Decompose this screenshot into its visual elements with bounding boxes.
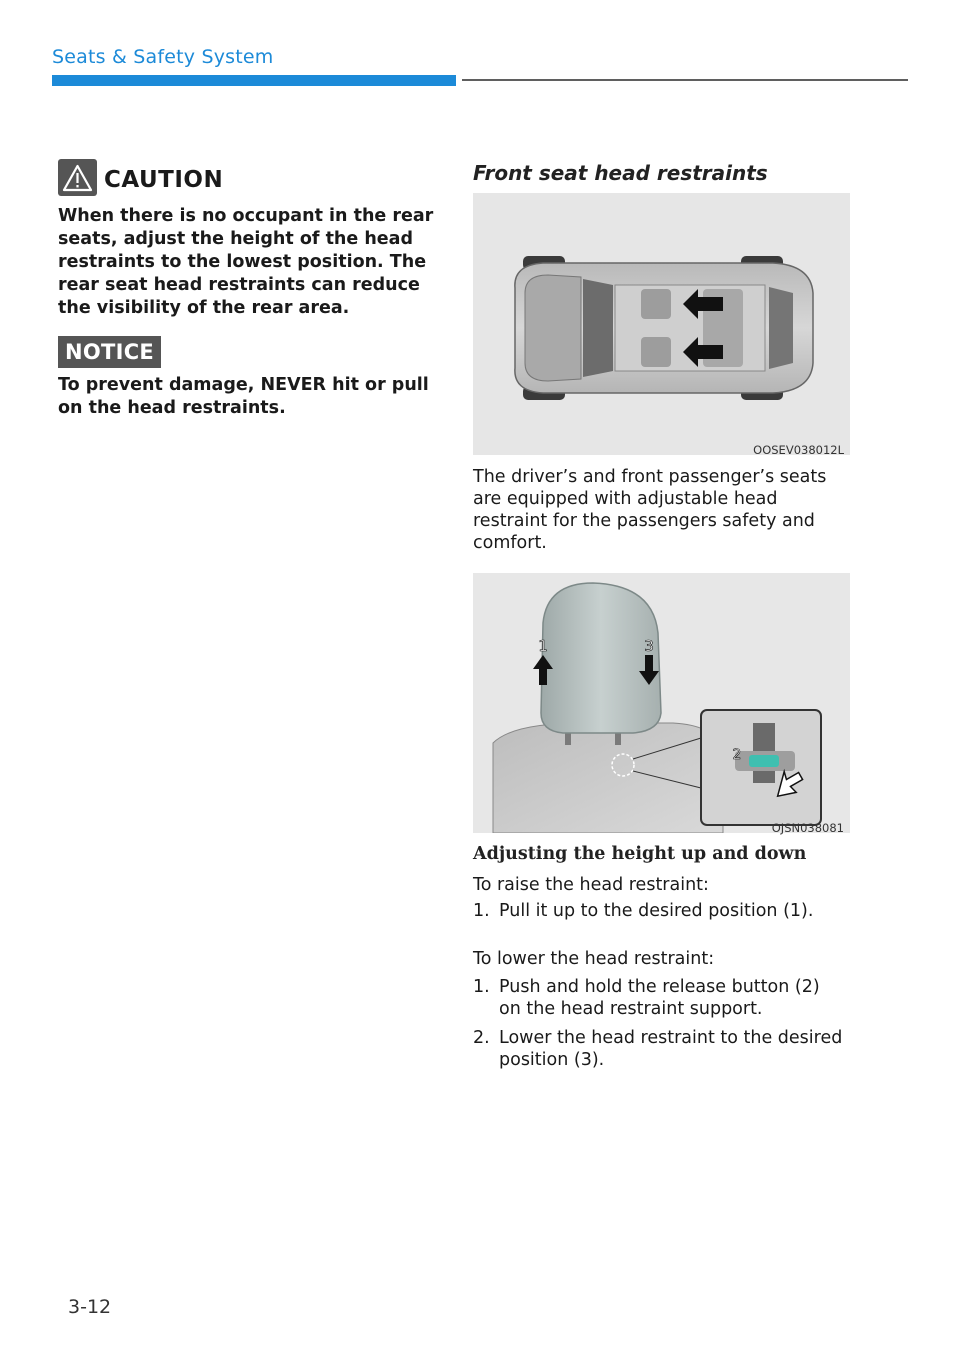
lower-intro: To lower the head restraint: [473,949,715,969]
figure-code: OOSEV038012L [753,443,844,457]
warning-triangle-icon [58,159,97,196]
caution-text: When there is no occupant in the rear seats, adjust the height of the head restraints to the lowest position. The rear seat head restraints can reduce the visibility of the rear area. [58,206,434,318]
car-top-view-illustration [473,193,850,455]
figure-code: OJSN038081 [771,821,844,835]
step-number: 1. [473,901,490,921]
header-rule [462,79,908,81]
step-text: Push and hold the release button (2) on the head restraint support. [499,977,820,1019]
step-text: Lower the head restraint to the desired position (3). [499,1028,843,1070]
step-text: Pull it up to the desired position (1). [499,901,814,921]
callout-2: 2 [732,747,742,763]
raise-intro: To raise the head restraint: [473,875,709,895]
caution-title: CAUTION [104,167,224,193]
paragraph: The driver’s and front passenger’s seats are equipped with adjustable head restraint for the passengers safety and comfort. [473,467,827,553]
header-rule-accent [52,75,456,86]
subheading: Adjusting the height up and down [473,844,807,864]
head-restraint-illustration [473,573,850,833]
callout-1: 1 [538,637,548,655]
callout-3: 3 [644,637,654,655]
page-number: 3-12 [68,1296,112,1318]
step-number: 2. [473,1028,490,1048]
notice-badge: NOTICE [58,336,161,368]
section-title: Seats & Safety System [52,46,274,68]
notice-text: To prevent damage, NEVER hit or pull on the head restraints. [58,375,429,418]
step-number: 1. [473,977,490,997]
section-heading: Front seat head restraints [473,161,768,185]
